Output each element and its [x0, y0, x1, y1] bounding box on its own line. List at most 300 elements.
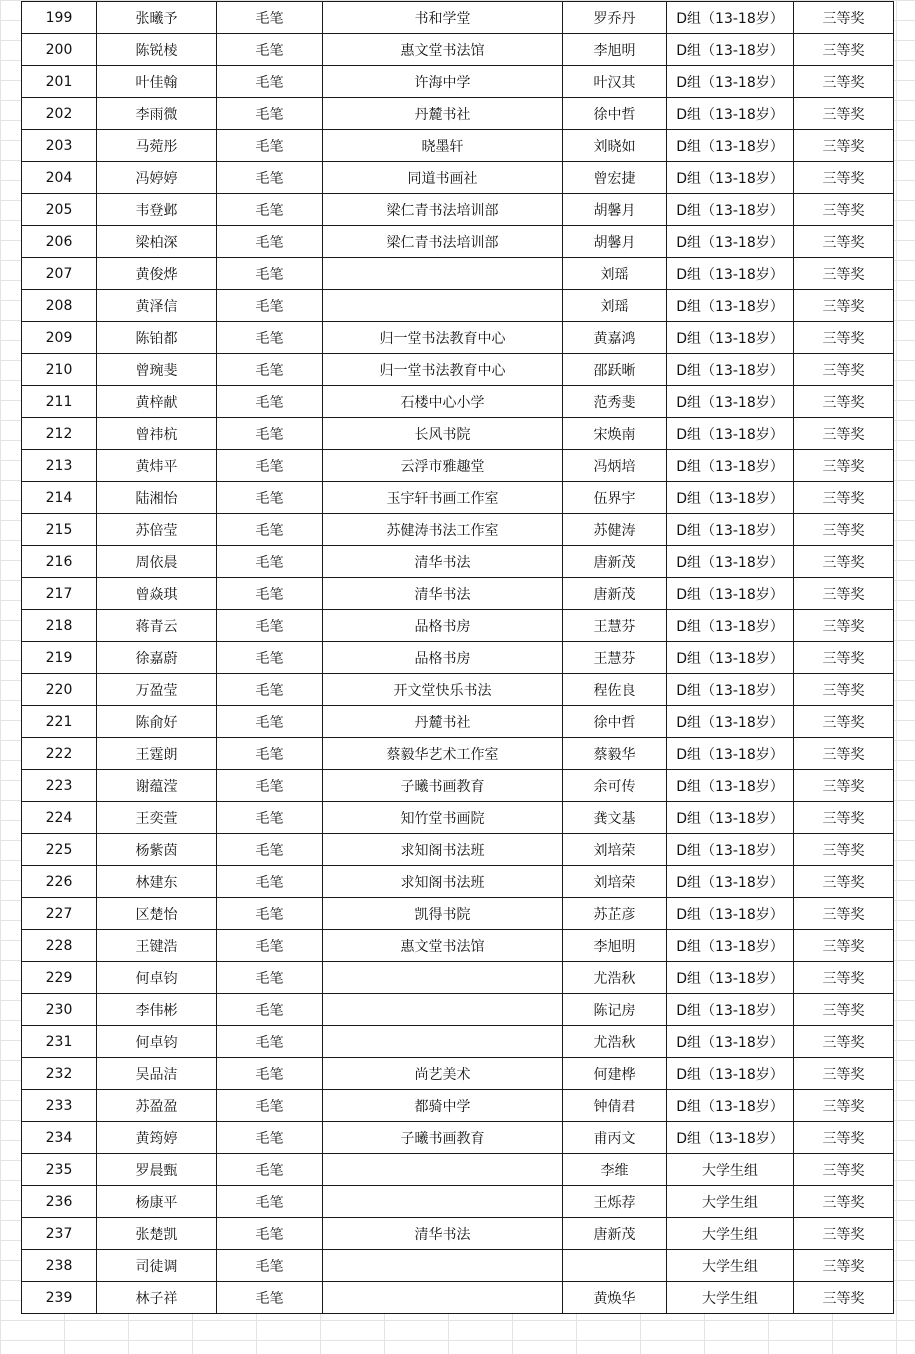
cell-category: 毛笔	[217, 834, 323, 866]
cell-group: 大学生组	[667, 1186, 794, 1218]
cell-group: D组（13-18岁）	[667, 546, 794, 578]
cell-name: 马菀彤	[97, 130, 217, 162]
cell-number: 220	[22, 674, 97, 706]
cell-award: 三等奖	[794, 386, 894, 418]
table-row	[22, 450, 894, 482]
cell-teacher: 尤浩秋	[563, 962, 667, 994]
cell-teacher: 刘培荣	[563, 866, 667, 898]
cell-category: 毛笔	[217, 1250, 323, 1282]
cell-teacher: 黄嘉鸿	[563, 322, 667, 354]
cell-award: 三等奖	[794, 1122, 894, 1154]
cell-name: 杨康平	[97, 1186, 217, 1218]
cell-award: 三等奖	[794, 962, 894, 994]
cell-institution	[323, 258, 563, 290]
table-row	[22, 706, 894, 738]
cell-institution: 凯得书院	[323, 898, 563, 930]
cell-teacher: 王慧芬	[563, 610, 667, 642]
cell-teacher: 冯炳培	[563, 450, 667, 482]
cell-name: 冯婷婷	[97, 162, 217, 194]
cell-name: 林子祥	[97, 1282, 217, 1314]
cell-award: 三等奖	[794, 482, 894, 514]
cell-award: 三等奖	[794, 610, 894, 642]
cell-name: 陈俞好	[97, 706, 217, 738]
cell-name: 陆湘怡	[97, 482, 217, 514]
cell-group: D组（13-18岁）	[667, 98, 794, 130]
cell-award: 三等奖	[794, 1090, 894, 1122]
cell-group: D组（13-18岁）	[667, 578, 794, 610]
cell-category: 毛笔	[217, 66, 323, 98]
table-row	[22, 66, 894, 98]
table-row	[22, 738, 894, 770]
cell-category: 毛笔	[217, 2, 323, 34]
cell-teacher: 黄焕华	[563, 1282, 667, 1314]
cell-teacher: 胡馨月	[563, 226, 667, 258]
table-row	[22, 834, 894, 866]
cell-institution: 都骑中学	[323, 1090, 563, 1122]
cell-teacher: 唐新茂	[563, 546, 667, 578]
cell-name: 叶佳翰	[97, 66, 217, 98]
table-row	[22, 994, 894, 1026]
cell-group: D组（13-18岁）	[667, 994, 794, 1026]
cell-teacher: 邵跃晰	[563, 354, 667, 386]
cell-number: 232	[22, 1058, 97, 1090]
cell-institution	[323, 1250, 563, 1282]
cell-number: 213	[22, 450, 97, 482]
cell-award: 三等奖	[794, 802, 894, 834]
cell-category: 毛笔	[217, 738, 323, 770]
table-row	[22, 1090, 894, 1122]
table-row	[22, 898, 894, 930]
cell-group: 大学生组	[667, 1154, 794, 1186]
cell-number: 228	[22, 930, 97, 962]
cell-name: 王霆朗	[97, 738, 217, 770]
cell-institution	[323, 1282, 563, 1314]
cell-award: 三等奖	[794, 98, 894, 130]
cell-award: 三等奖	[794, 546, 894, 578]
cell-number: 222	[22, 738, 97, 770]
cell-institution: 梁仁青书法培训部	[323, 226, 563, 258]
cell-category: 毛笔	[217, 1090, 323, 1122]
cell-teacher: 唐新茂	[563, 578, 667, 610]
cell-group: D组（13-18岁）	[667, 866, 794, 898]
cell-category: 毛笔	[217, 610, 323, 642]
cell-institution: 丹麓书社	[323, 706, 563, 738]
cell-teacher: 徐中哲	[563, 706, 667, 738]
cell-group: D组（13-18岁）	[667, 610, 794, 642]
cell-number: 239	[22, 1282, 97, 1314]
cell-name: 林建东	[97, 866, 217, 898]
cell-category: 毛笔	[217, 898, 323, 930]
cell-award: 三等奖	[794, 898, 894, 930]
table-row	[22, 386, 894, 418]
cell-group: D组（13-18岁）	[667, 418, 794, 450]
cell-name: 张楚凯	[97, 1218, 217, 1250]
cell-award: 三等奖	[794, 642, 894, 674]
cell-institution: 品格书房	[323, 610, 563, 642]
table-row	[22, 866, 894, 898]
cell-teacher: 李旭明	[563, 930, 667, 962]
cell-teacher: 伍界宇	[563, 482, 667, 514]
cell-teacher: 蔡毅华	[563, 738, 667, 770]
cell-category: 毛笔	[217, 514, 323, 546]
table-row	[22, 1122, 894, 1154]
cell-name: 杨紫茵	[97, 834, 217, 866]
cell-name: 何卓钧	[97, 962, 217, 994]
cell-category: 毛笔	[217, 1282, 323, 1314]
cell-number: 219	[22, 642, 97, 674]
cell-number: 236	[22, 1186, 97, 1218]
cell-number: 223	[22, 770, 97, 802]
cell-teacher: 苏健涛	[563, 514, 667, 546]
cell-number: 233	[22, 1090, 97, 1122]
cell-category: 毛笔	[217, 1154, 323, 1186]
table-row	[22, 194, 894, 226]
cell-institution: 开文堂快乐书法	[323, 674, 563, 706]
cell-category: 毛笔	[217, 674, 323, 706]
cell-category: 毛笔	[217, 1026, 323, 1058]
cell-category: 毛笔	[217, 98, 323, 130]
cell-number: 215	[22, 514, 97, 546]
cell-award: 三等奖	[794, 34, 894, 66]
cell-group: D组（13-18岁）	[667, 898, 794, 930]
cell-name: 梁柏深	[97, 226, 217, 258]
table-row	[22, 418, 894, 450]
cell-institution	[323, 290, 563, 322]
cell-institution: 书和学堂	[323, 2, 563, 34]
cell-award: 三等奖	[794, 1026, 894, 1058]
cell-award: 三等奖	[794, 226, 894, 258]
cell-group: D组（13-18岁）	[667, 226, 794, 258]
cell-category: 毛笔	[217, 386, 323, 418]
cell-institution: 清华书法	[323, 546, 563, 578]
cell-number: 227	[22, 898, 97, 930]
cell-number: 209	[22, 322, 97, 354]
cell-name: 苏倍莹	[97, 514, 217, 546]
cell-group: 大学生组	[667, 1250, 794, 1282]
table-row	[22, 226, 894, 258]
table-row	[22, 514, 894, 546]
cell-teacher: 王慧芬	[563, 642, 667, 674]
cell-award: 三等奖	[794, 834, 894, 866]
cell-institution: 知竹堂书画院	[323, 802, 563, 834]
table-row	[22, 258, 894, 290]
cell-institution: 云浮市雅趣堂	[323, 450, 563, 482]
cell-award: 三等奖	[794, 290, 894, 322]
cell-category: 毛笔	[217, 1122, 323, 1154]
table-row	[22, 34, 894, 66]
table-row	[22, 802, 894, 834]
cell-institution: 求知阁书法班	[323, 834, 563, 866]
cell-teacher: 刘晓如	[563, 130, 667, 162]
cell-teacher: 钟倩君	[563, 1090, 667, 1122]
cell-category: 毛笔	[217, 866, 323, 898]
cell-institution: 同道书画社	[323, 162, 563, 194]
cell-teacher: 叶汉其	[563, 66, 667, 98]
table-row	[22, 962, 894, 994]
cell-institution: 清华书法	[323, 578, 563, 610]
cell-award: 三等奖	[794, 130, 894, 162]
cell-teacher: 刘瑶	[563, 258, 667, 290]
cell-award: 三等奖	[794, 162, 894, 194]
table-row	[22, 290, 894, 322]
cell-category: 毛笔	[217, 546, 323, 578]
cell-group: D组（13-18岁）	[667, 738, 794, 770]
cell-name: 黄炜平	[97, 450, 217, 482]
cell-name: 周依晨	[97, 546, 217, 578]
cell-teacher: 李维	[563, 1154, 667, 1186]
cell-group: D组（13-18岁）	[667, 1026, 794, 1058]
cell-category: 毛笔	[217, 642, 323, 674]
cell-teacher: 罗乔丹	[563, 2, 667, 34]
cell-award: 三等奖	[794, 1058, 894, 1090]
cell-category: 毛笔	[217, 258, 323, 290]
cell-name: 王键浩	[97, 930, 217, 962]
cell-award: 三等奖	[794, 1186, 894, 1218]
cell-award: 三等奖	[794, 66, 894, 98]
cell-category: 毛笔	[217, 1058, 323, 1090]
table-row	[22, 930, 894, 962]
table-row	[22, 642, 894, 674]
cell-number: 218	[22, 610, 97, 642]
table-row	[22, 770, 894, 802]
cell-award: 三等奖	[794, 706, 894, 738]
table-row	[22, 482, 894, 514]
cell-institution: 品格书房	[323, 642, 563, 674]
cell-institution: 归一堂书法教育中心	[323, 354, 563, 386]
results-sheet	[21, 1, 893, 1314]
cell-award: 三等奖	[794, 930, 894, 962]
cell-teacher: 余可传	[563, 770, 667, 802]
cell-group: D组（13-18岁）	[667, 674, 794, 706]
cell-number: 217	[22, 578, 97, 610]
cell-name: 徐嘉蔚	[97, 642, 217, 674]
table-row	[22, 130, 894, 162]
cell-number: 205	[22, 194, 97, 226]
cell-number: 238	[22, 1250, 97, 1282]
cell-name: 曾焱琪	[97, 578, 217, 610]
cell-category: 毛笔	[217, 994, 323, 1026]
cell-category: 毛笔	[217, 482, 323, 514]
cell-institution: 梁仁青书法培训部	[323, 194, 563, 226]
table-row	[22, 674, 894, 706]
cell-teacher: 宋焕南	[563, 418, 667, 450]
table-row	[22, 1250, 894, 1282]
table-row	[22, 610, 894, 642]
cell-number: 225	[22, 834, 97, 866]
cell-institution: 子曦书画教育	[323, 770, 563, 802]
cell-name: 曾琬斐	[97, 354, 217, 386]
table-row	[22, 578, 894, 610]
cell-teacher: 龚文基	[563, 802, 667, 834]
cell-category: 毛笔	[217, 770, 323, 802]
cell-number: 207	[22, 258, 97, 290]
cell-number: 229	[22, 962, 97, 994]
cell-award: 三等奖	[794, 354, 894, 386]
cell-institution	[323, 1026, 563, 1058]
cell-award: 三等奖	[794, 1154, 894, 1186]
cell-teacher: 尤浩秋	[563, 1026, 667, 1058]
cell-name: 李雨微	[97, 98, 217, 130]
cell-teacher: 程佐良	[563, 674, 667, 706]
cell-name: 万盈莹	[97, 674, 217, 706]
cell-institution: 清华书法	[323, 1218, 563, 1250]
cell-number: 214	[22, 482, 97, 514]
cell-teacher: 唐新茂	[563, 1218, 667, 1250]
cell-number: 204	[22, 162, 97, 194]
cell-category: 毛笔	[217, 578, 323, 610]
cell-teacher: 王烁荐	[563, 1186, 667, 1218]
cell-group: D组（13-18岁）	[667, 834, 794, 866]
cell-teacher: 苏芷彦	[563, 898, 667, 930]
cell-number: 234	[22, 1122, 97, 1154]
cell-number: 235	[22, 1154, 97, 1186]
cell-number: 211	[22, 386, 97, 418]
cell-number: 216	[22, 546, 97, 578]
cell-number: 199	[22, 2, 97, 34]
cell-number: 201	[22, 66, 97, 98]
cell-group: D组（13-18岁）	[667, 706, 794, 738]
cell-teacher: 胡馨月	[563, 194, 667, 226]
cell-group: D组（13-18岁）	[667, 770, 794, 802]
table-row	[22, 1282, 894, 1314]
cell-award: 三等奖	[794, 578, 894, 610]
cell-number: 203	[22, 130, 97, 162]
cell-group: D组（13-18岁）	[667, 802, 794, 834]
cell-institution: 许海中学	[323, 66, 563, 98]
cell-name: 黄俊烨	[97, 258, 217, 290]
table-row	[22, 354, 894, 386]
cell-number: 237	[22, 1218, 97, 1250]
cell-name: 区楚怡	[97, 898, 217, 930]
cell-institution: 求知阁书法班	[323, 866, 563, 898]
cell-institution: 归一堂书法教育中心	[323, 322, 563, 354]
cell-group: D组（13-18岁）	[667, 258, 794, 290]
cell-name: 曾祎杭	[97, 418, 217, 450]
cell-award: 三等奖	[794, 194, 894, 226]
cell-name: 黄梓献	[97, 386, 217, 418]
cell-award: 三等奖	[794, 1218, 894, 1250]
cell-group: D组（13-18岁）	[667, 642, 794, 674]
cell-name: 吴品洁	[97, 1058, 217, 1090]
cell-group: D组（13-18岁）	[667, 290, 794, 322]
award-results-table	[21, 1, 894, 1314]
cell-name: 陈铂都	[97, 322, 217, 354]
cell-category: 毛笔	[217, 962, 323, 994]
cell-teacher: 李旭明	[563, 34, 667, 66]
cell-teacher: 刘培荣	[563, 834, 667, 866]
cell-number: 231	[22, 1026, 97, 1058]
cell-name: 何卓钧	[97, 1026, 217, 1058]
cell-group: D组（13-18岁）	[667, 130, 794, 162]
cell-category: 毛笔	[217, 802, 323, 834]
cell-institution: 晓墨轩	[323, 130, 563, 162]
cell-name: 谢蕴滢	[97, 770, 217, 802]
cell-category: 毛笔	[217, 354, 323, 386]
cell-institution	[323, 1154, 563, 1186]
table-row	[22, 1058, 894, 1090]
cell-name: 王奕萱	[97, 802, 217, 834]
cell-award: 三等奖	[794, 674, 894, 706]
cell-category: 毛笔	[217, 1218, 323, 1250]
cell-number: 210	[22, 354, 97, 386]
cell-institution: 石楼中心小学	[323, 386, 563, 418]
cell-group: D组（13-18岁）	[667, 162, 794, 194]
cell-award: 三等奖	[794, 450, 894, 482]
table-row	[22, 162, 894, 194]
cell-institution: 玉宇轩书画工作室	[323, 482, 563, 514]
cell-group: D组（13-18岁）	[667, 1122, 794, 1154]
cell-category: 毛笔	[217, 162, 323, 194]
cell-category: 毛笔	[217, 450, 323, 482]
cell-group: D组（13-18岁）	[667, 482, 794, 514]
cell-category: 毛笔	[217, 130, 323, 162]
cell-number: 208	[22, 290, 97, 322]
table-row	[22, 2, 894, 34]
table-row	[22, 1218, 894, 1250]
cell-group: 大学生组	[667, 1282, 794, 1314]
cell-award: 三等奖	[794, 418, 894, 450]
cell-group: D组（13-18岁）	[667, 322, 794, 354]
cell-group: D组（13-18岁）	[667, 450, 794, 482]
cell-name: 司徒调	[97, 1250, 217, 1282]
table-row	[22, 1154, 894, 1186]
cell-institution: 长风书院	[323, 418, 563, 450]
cell-category: 毛笔	[217, 930, 323, 962]
cell-teacher: 范秀斐	[563, 386, 667, 418]
cell-number: 200	[22, 34, 97, 66]
cell-group: D组（13-18岁）	[667, 194, 794, 226]
cell-name: 黄泽信	[97, 290, 217, 322]
cell-institution	[323, 1186, 563, 1218]
cell-name: 蒋青云	[97, 610, 217, 642]
cell-institution: 尚艺美术	[323, 1058, 563, 1090]
cell-award: 三等奖	[794, 1250, 894, 1282]
cell-category: 毛笔	[217, 1186, 323, 1218]
table-row	[22, 1186, 894, 1218]
table-row	[22, 1026, 894, 1058]
cell-group: D组（13-18岁）	[667, 962, 794, 994]
cell-award: 三等奖	[794, 514, 894, 546]
cell-group: D组（13-18岁）	[667, 1090, 794, 1122]
cell-name: 韦登邺	[97, 194, 217, 226]
cell-teacher	[563, 1250, 667, 1282]
cell-name: 李伟彬	[97, 994, 217, 1026]
cell-number: 221	[22, 706, 97, 738]
cell-category: 毛笔	[217, 226, 323, 258]
cell-name: 罗晨甄	[97, 1154, 217, 1186]
cell-number: 202	[22, 98, 97, 130]
cell-teacher: 甫丙文	[563, 1122, 667, 1154]
cell-institution: 惠文堂书法馆	[323, 34, 563, 66]
table-row	[22, 98, 894, 130]
cell-group: D组（13-18岁）	[667, 2, 794, 34]
cell-name: 苏盈盈	[97, 1090, 217, 1122]
cell-award: 三等奖	[794, 322, 894, 354]
cell-award: 三等奖	[794, 738, 894, 770]
cell-group: D组（13-18岁）	[667, 34, 794, 66]
cell-category: 毛笔	[217, 34, 323, 66]
table-row	[22, 322, 894, 354]
cell-award: 三等奖	[794, 994, 894, 1026]
cell-name: 陈锐棱	[97, 34, 217, 66]
cell-institution: 丹麓书社	[323, 98, 563, 130]
cell-number: 206	[22, 226, 97, 258]
cell-category: 毛笔	[217, 418, 323, 450]
cell-group: 大学生组	[667, 1218, 794, 1250]
cell-institution: 惠文堂书法馆	[323, 930, 563, 962]
cell-teacher: 何建桦	[563, 1058, 667, 1090]
cell-teacher: 刘瑶	[563, 290, 667, 322]
